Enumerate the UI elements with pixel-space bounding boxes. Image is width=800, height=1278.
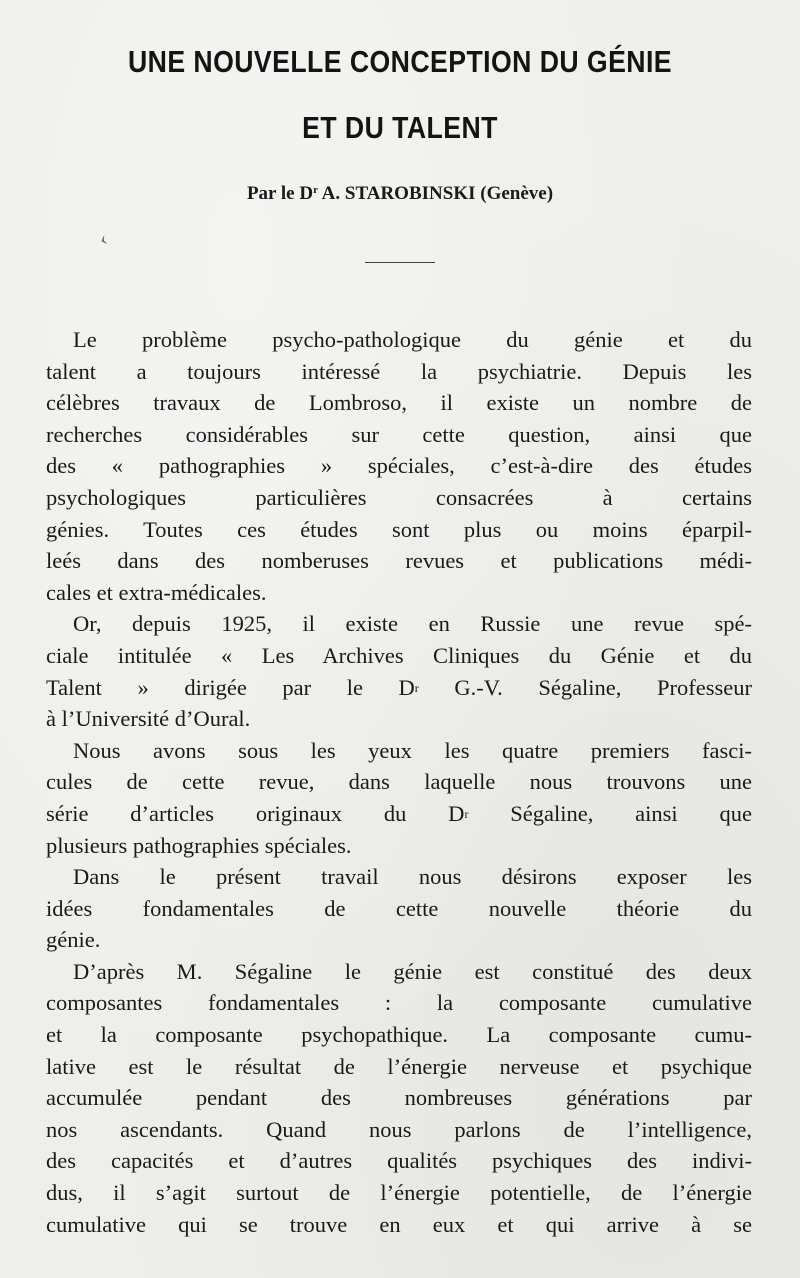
text-line: talent a toujours intéressé la psychiatrie. Depuis les [46,358,752,384]
paragraph-1 [46,324,752,608]
paragraph-2 [46,608,752,734]
text-line: cales et extra-médicales. [46,579,267,605]
text-line: Le problème psycho-pathologique du génie et du [73,327,752,352]
text-fragment: Talent » dirigée par le D [46,674,415,700]
text-line: Or, depuis 1925, il existe en Russie une revue spé- [73,611,752,637]
text-line: Nous avons sous les yeux les quatre premiers fasci- [73,737,752,763]
text-sup: r [464,806,469,821]
text-line: cumulative qui se trouve en eux et qui arrive à se [46,1211,752,1237]
text-line: nos ascendants. Quand nous parlons de l’intelligence, [46,1116,752,1142]
paragraph-4 [46,861,752,956]
text-line: idées fondamentales de cette nouvelle théorie du [46,895,752,921]
paragraph-5 [46,956,752,1240]
article-byline [0,183,800,205]
text-line: Dans le présent travail nous désirons exposer les [73,864,752,890]
text-fragment: Ségaline, ainsi que [468,800,752,826]
text-line: des capacités et d’autres qualités psychiques des indivi- [46,1148,752,1174]
text-line: célèbres travaux de Lombroso, il existe un nombre de [46,390,752,416]
article-body [46,324,752,1240]
text-line: plusieurs pathographies spéciales. [46,832,352,858]
article-title-line-2: ET DU TALENT [302,110,498,145]
text-line: cules de cette revue, dans laquelle nous trouvons une [46,769,752,795]
text-line: lative est le résultat de l’énergie nerveuse et psychique [46,1053,752,1079]
text-line [46,672,752,704]
text-line: psychologiques particulières consacrées à certains [46,484,752,510]
text-line: composantes fondamentales : la composante cumulative [46,990,752,1016]
text-line: recherches considérables sur cette question, ainsi que [46,421,752,447]
byline-name: A. STAROBINSKI (Genève) [317,183,554,204]
stray-mark-icon: ‹ [96,227,111,251]
text-line: des « pathographies » spéciales, c’est-à-dire des études [46,453,752,479]
text-sup: r [414,680,419,695]
text-line: ciale intitulée « Les Archives Cliniques du Génie et du [46,642,752,668]
text-fragment: série d’articles originaux du D [46,800,465,826]
paragraph-3 [46,735,752,861]
article-title-line-1: UNE NOUVELLE CONCEPTION DU GÉNIE [127,44,673,79]
text-line: et la composante psychopathique. La composante cumu- [46,1022,752,1048]
title-separator-rule [365,262,435,263]
text-line: D’après M. Ségaline le génie est constitué des deux [73,958,752,984]
text-line [46,798,752,830]
byline-sup: r [313,184,318,196]
text-line: leés dans des nomberuses revues et publications médi- [46,548,752,574]
text-line: à l’Université d’Oural. [46,706,251,732]
byline-prefix: Par le D [246,183,314,204]
text-line: accumulée pendant des nombreuses générations par [46,1085,752,1111]
text-line: dus, il s’agit surtout de l’énergie potentielle, de l’énergie [46,1180,752,1206]
text-line: génies. Toutes ces études sont plus ou moins éparpil- [46,516,752,542]
text-fragment: G.-V. Ségaline, Professeur [418,674,752,700]
text-line: génie. [46,927,101,953]
